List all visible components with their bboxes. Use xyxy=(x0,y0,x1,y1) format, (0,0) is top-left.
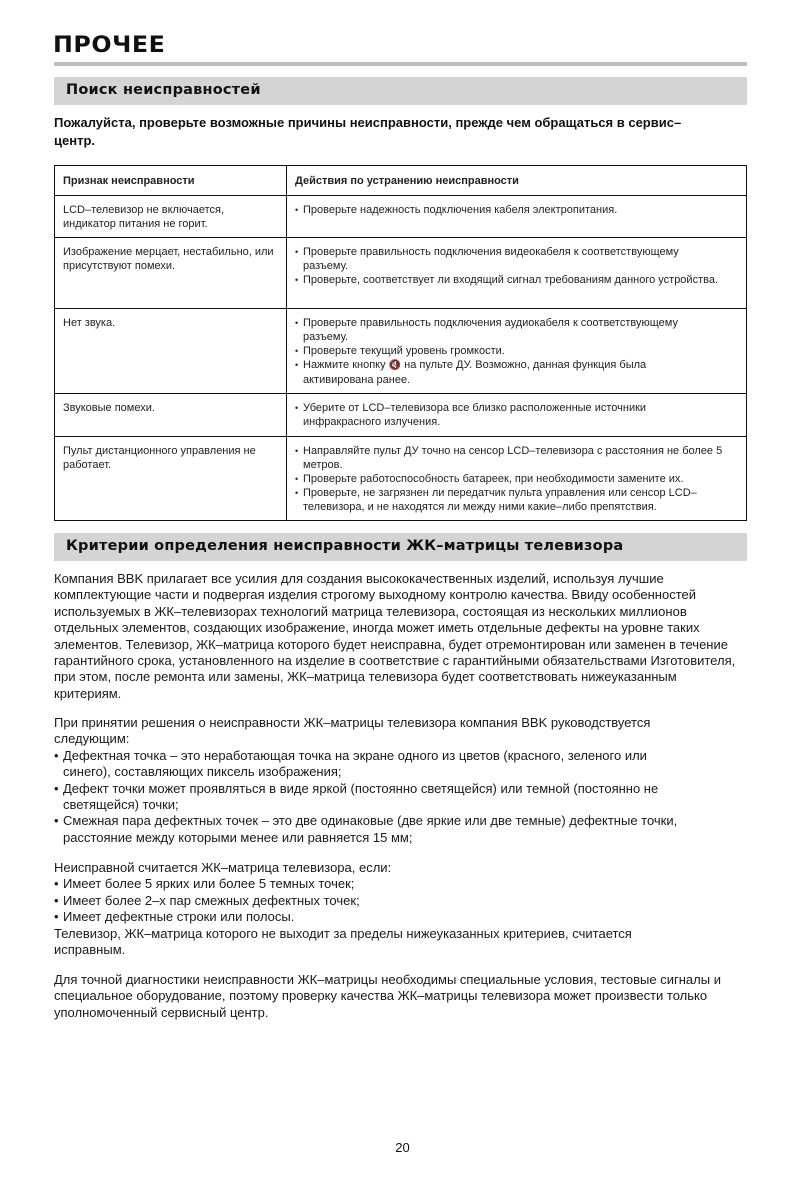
action-item xyxy=(295,358,703,387)
action-item: • Проверьте надежность подключения кабеля электропитания. xyxy=(295,203,738,217)
table-row xyxy=(55,394,747,437)
action-text-after-icon: на пульте ДУ. Возможно, данная функция была активирована ранее. xyxy=(303,359,647,386)
actions-cell xyxy=(287,238,747,309)
conditions-intro: Неисправной считается ЖК–матрица телевизора, если: xyxy=(54,860,392,875)
mute-icon: 🔇 xyxy=(388,360,402,371)
definition-item: • Смежная пара дефектных точек – это две одинаковые (две яркие или две темные) дефектные точки, расстояние между которыми менее или равняется 15 мм; xyxy=(54,813,744,846)
action-item: • Уберите от LCD–телевизора все близко расположенные источники инфракрасного излучения. xyxy=(295,401,693,429)
section-heading-lcd-criteria xyxy=(54,533,747,561)
conditions-outro: Телевизор, ЖК–матрица которого не выходит за пределы нижеуказанных критериев, считается исправным. xyxy=(54,925,632,958)
criteria-definitions xyxy=(54,715,744,846)
criteria-paragraph-4 xyxy=(54,972,724,1021)
table-row xyxy=(55,196,747,238)
action-item: • Проверьте текущий уровень громкости. xyxy=(295,344,738,358)
action-item: • Проверьте правильность подключения аудиокабеля к соответствующему разъему. xyxy=(295,316,723,344)
table-header-row xyxy=(55,166,747,196)
symptom-cell: Нет звука. xyxy=(55,309,287,394)
action-item: • Проверьте работоспособность батареек, при необходимости замените их. xyxy=(295,472,738,486)
troubleshooting-table xyxy=(54,165,747,521)
troubleshooting-intro: Пожалуйста, проверьте возможные причины неисправности, прежде чем обращаться в сервис–центр. xyxy=(54,115,682,148)
actions-cell xyxy=(287,196,747,238)
table-row xyxy=(55,238,747,309)
action-item: • Проверьте правильность подключения видеокабеля к соответствующему разъему. xyxy=(295,245,723,273)
symptom-cell: Пульт дистанционного управления не работает. xyxy=(55,437,287,521)
symptom-cell: Звуковые помехи. xyxy=(55,394,287,437)
criteria-paragraph-1 xyxy=(54,571,739,702)
diagnostics-note: Для точной диагностики неисправности ЖК–матрицы необходимы специальные условия, тестовые сигналы и специальное оборудование, поэтому проверку качества ЖК–матрицы телевизора может произвести только уполномоченный сервисный центр. xyxy=(54,972,721,1020)
column-header-symptom: Признак неисправности xyxy=(55,166,287,196)
action-item: • Проверьте, не загрязнен ли передатчик пульта управления или сенсор LCD–телевизора, и не находятся ли между ними какие–либо препятствия. xyxy=(295,486,738,514)
section-heading-text: Поиск неисправностей xyxy=(66,82,261,98)
condition-item: • Имеет более 2–х пар смежных дефектных точек; xyxy=(54,893,744,909)
table-row xyxy=(55,309,747,394)
action-text-before-icon: Нажмите кнопку xyxy=(303,359,389,371)
section-heading-troubleshooting xyxy=(54,77,747,105)
page-number: 20 xyxy=(395,1140,410,1155)
condition-item: • Имеет более 5 ярких или более 5 темных точек; xyxy=(54,876,744,892)
definitions-intro: При принятии решения о неисправности ЖК–матрицы телевизора компания BBK руководствуется следующим: xyxy=(54,715,651,747)
criteria-conditions xyxy=(54,860,744,958)
actions-cell xyxy=(287,394,747,437)
definition-item: • Дефектная точка – это неработающая точка на экране одного из цветов (красного, зеленого или синего), составляющих пиксель изображения; xyxy=(54,748,693,781)
symptom-cell: LCD–телевизор не включается, индикатор питания не горит. xyxy=(55,196,287,238)
title-divider xyxy=(54,62,747,66)
table-row xyxy=(55,437,747,521)
condition-item: • Имеет дефектные строки или полосы. xyxy=(54,909,744,925)
action-item: • Проверьте, соответствует ли входящий сигнал требованиям данного устройства. xyxy=(295,273,723,287)
actions-cell xyxy=(287,309,747,394)
actions-cell xyxy=(287,437,747,521)
page-title: ПРОЧЕЕ xyxy=(53,33,166,58)
action-item: • Направляйте пульт ДУ точно на сенсор LCD–телевизора с расстояния не более 5 метров. xyxy=(295,444,723,472)
section-heading-text: Критерии определения неисправности ЖК–матрицы телевизора xyxy=(66,538,624,554)
criteria-intro-text: Компания BBK прилагает все усилия для создания высококачественных изделий, используя лучшие комплектующие части и подвергая изделия строгому выходному контролю качества. Ввиду особенностей используемых в ЖК–телевизорах технологий матрица телевизора, состоящая из нескольких миллионов отдельных элементов, создающих изображение, иногда может иметь отдельные дефекты на уровне таких элементов. Телевизор, ЖК–матрица которого будет неисправна, будет отремонтирован или заменен в течение гарантийного срока, установленного на изделие в соответствие с гарантийными обязательствами Изготовителя, при этом, после ремонта или замены, ЖК–матрица телевизора будет соответствовать нижеуказанным критериям. xyxy=(54,571,736,701)
definition-item: • Дефект точки может проявляться в виде яркой (постоянно светящейся) или темной (постоянно не светящейся) точки; xyxy=(54,781,708,814)
symptom-cell: Изображение мерцает, нестабильно, или присутствуют помехи. xyxy=(55,238,287,309)
column-header-actions: Действия по устранению неисправности xyxy=(287,166,747,196)
